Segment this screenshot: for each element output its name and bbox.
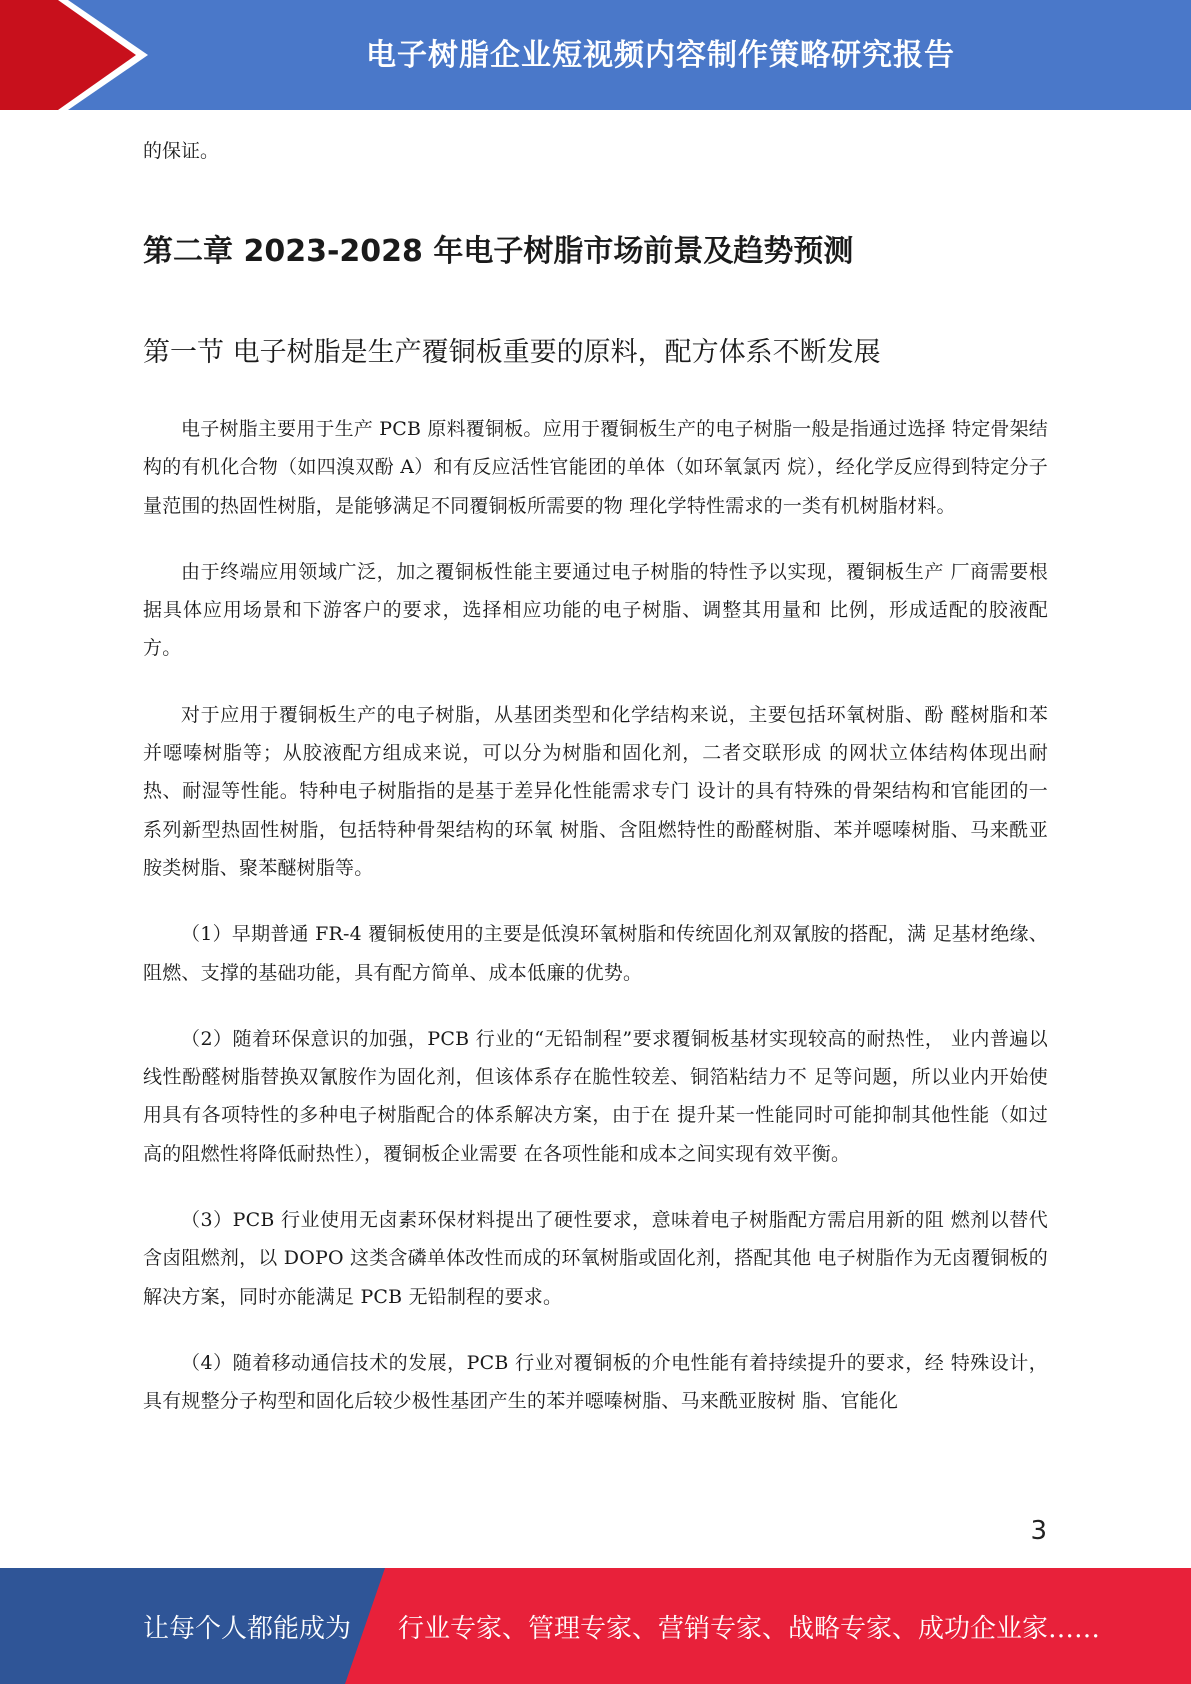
footer-slogan-right: 行业专家、管理专家、营销专家、战略专家、成功企业家…… bbox=[398, 1614, 1101, 1644]
continuation-text: 的保证。 bbox=[143, 140, 220, 162]
header-title: 电子树脂企业短视频内容制作策略研究报告 bbox=[366, 38, 955, 73]
paragraph-6: （3）PCB 行业使用无卤素环保材料提出了硬性要求，意味着电子树脂配方需启用新的阻 燃剂以替代含卤阻燃剂，以 DOPO 这类含磷单体改性而成的环氧树脂或固化剂，搭配其他 电子树脂作为无卤覆铜板的解决方案，同时亦能满足 PCB 无铅制程的要求。 bbox=[143, 1209, 1048, 1308]
footer-slogan-left: 让每个人都能成为 bbox=[143, 1614, 352, 1644]
paragraph-3: 对于应用于覆铜板生产的电子树脂，从基团类型和化学结构来说，主要包括环氧树脂、酚 醛树脂和苯并噁嗪树脂等；从胶液配方组成来说，可以分为树脂和固化剂，二者交联形成 的网状立体结构体现出耐热、耐湿等性能。特种电子树脂指的是基于差异化性能需求专门 设计的具有特殊的骨架结构和官能团的一系列新型热固性树脂，包括特种骨架结构的环氧 树脂、含阻燃特性的酚醛树脂、苯并噁嗪树脂、马来酰亚胺类树脂、聚苯醚树脂等。 bbox=[143, 703, 1048, 879]
paragraph-2: 由于终端应用领域广泛，加之覆铜板性能主要通过电子树脂的特性予以实现，覆铜板生产 厂商需要根据具体应用场景和下游客户的要求，选择相应功能的电子树脂、调整其用量和 比例，形成适配的胶液配方。 bbox=[143, 560, 1048, 660]
section-title: 第一节 电子树脂是生产覆铜板重要的原料，配方体系不断发展 bbox=[143, 337, 881, 368]
paragraph-1: 电子树脂主要用于生产 PCB 原料覆铜板。应用于覆铜板生产的电子树脂一般是指通过选择 特定骨架结构的有机化合物（如四溴双酚 A）和有反应活性官能团的单体（如环氧氯丙 烷），经化学反应得到特定分子量范围的热固性树脂，是能够满足不同覆铜板所需要的物 理化学特性需求的一类有机树脂材料。 bbox=[143, 418, 1049, 517]
page-footer bbox=[0, 1568, 1191, 1684]
page-header bbox=[0, 0, 1191, 110]
chapter-title: 第二章 2023-2028 年电子树脂市场前景及趋势预测 bbox=[143, 234, 854, 269]
document-body bbox=[143, 132, 1048, 1421]
page-number: 3 bbox=[1030, 1516, 1047, 1546]
paragraph-5: （2）随着环保意识的加强，PCB 行业的“无铅制程”要求覆铜板基材实现较高的耐热性， 业内普遍以线性酚醛树脂替换双氰胺作为固化剂，但该体系存在脆性较差、铜箔粘结力不 足等问题，所以业内开始使用具有各项特性的多种电子树脂配合的体系解决方案，由于在 提升某一性能同时可能抑制其他性能（如过高的阻燃性将降低耐热性），覆铜板企业需要 在各项性能和成本之间实现有效平衡。 bbox=[143, 1027, 1048, 1165]
paragraph-7: （4）随着移动通信技术的发展，PCB 行业对覆铜板的介电性能有着持续提升的要求，经 特殊设计，具有规整分子构型和固化后较少极性基团产生的苯并噁嗪树脂、马来酰亚胺树 脂、官能化 bbox=[143, 1351, 1048, 1413]
paragraph-4: （1）早期普通 FR-4 覆铜板使用的主要是低溴环氧树脂和传统固化剂双氰胺的搭配，满 足基材绝缘、阻燃、支撑的基础功能，具有配方简单、成本低廉的优势。 bbox=[143, 923, 1048, 984]
